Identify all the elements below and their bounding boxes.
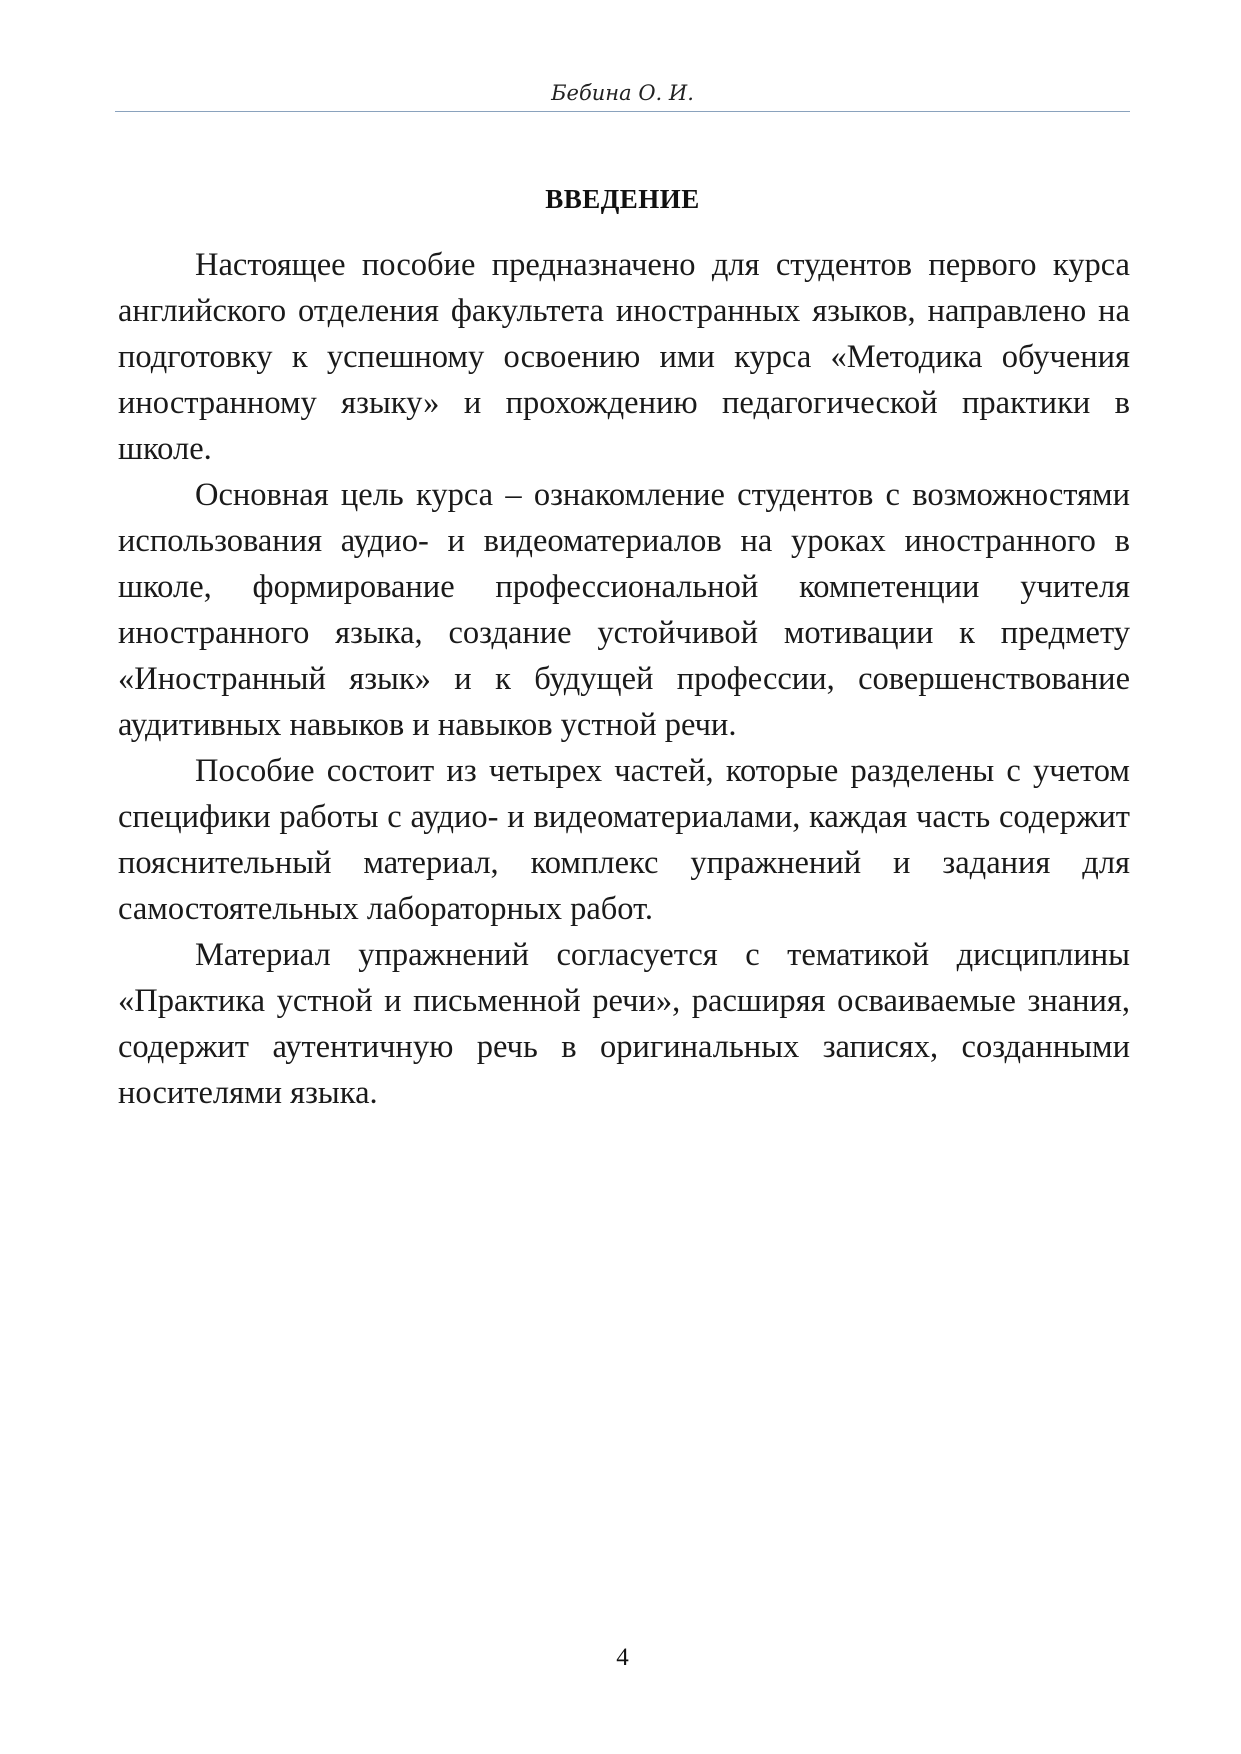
body-text <box>118 242 1130 1116</box>
paragraph-3: Пособие состоит из четырех частей, которые разделены с учетом специфики работы с аудио- и видеоматериалами, каждая часть содержит пояснительный материал, комплекс упражнений и задания для самостоятельных лабораторных работ. <box>118 753 1130 927</box>
paragraph-4: Материал упражнений согласуется с тематикой дисциплины «Практика устной и письменной речи», расширяя осваиваемые знания, содержит аутентичную речь в оригинальных записях, созданными носителями языка. <box>118 937 1130 1111</box>
running-header: Бебина О. И. <box>551 81 694 105</box>
paragraph-1: Настоящее пособие предназначено для студентов первого курса английского отделения факультета иностранных языков, направлено на подготовку к успешному освоению ими курса «Методика обучения иностранному языку» и прохождению педагогической практики в школе. <box>118 247 1130 467</box>
section-title: ВВЕДЕНИЕ <box>545 184 700 214</box>
paragraph-2: Основная цель курса – ознакомление студентов с возможностями использования аудио- и видеоматериалов на уроках иностранного в школе, формирование профессиональной компетенции учителя иностранного языка, создание устойчивой мотивации к предмету «Иностранный язык» и к будущей профессии, совершенствование аудитивных навыков и навыков устной речи. <box>118 477 1130 743</box>
header-rule <box>115 111 1130 112</box>
page-number: 4 <box>616 1644 629 1671</box>
